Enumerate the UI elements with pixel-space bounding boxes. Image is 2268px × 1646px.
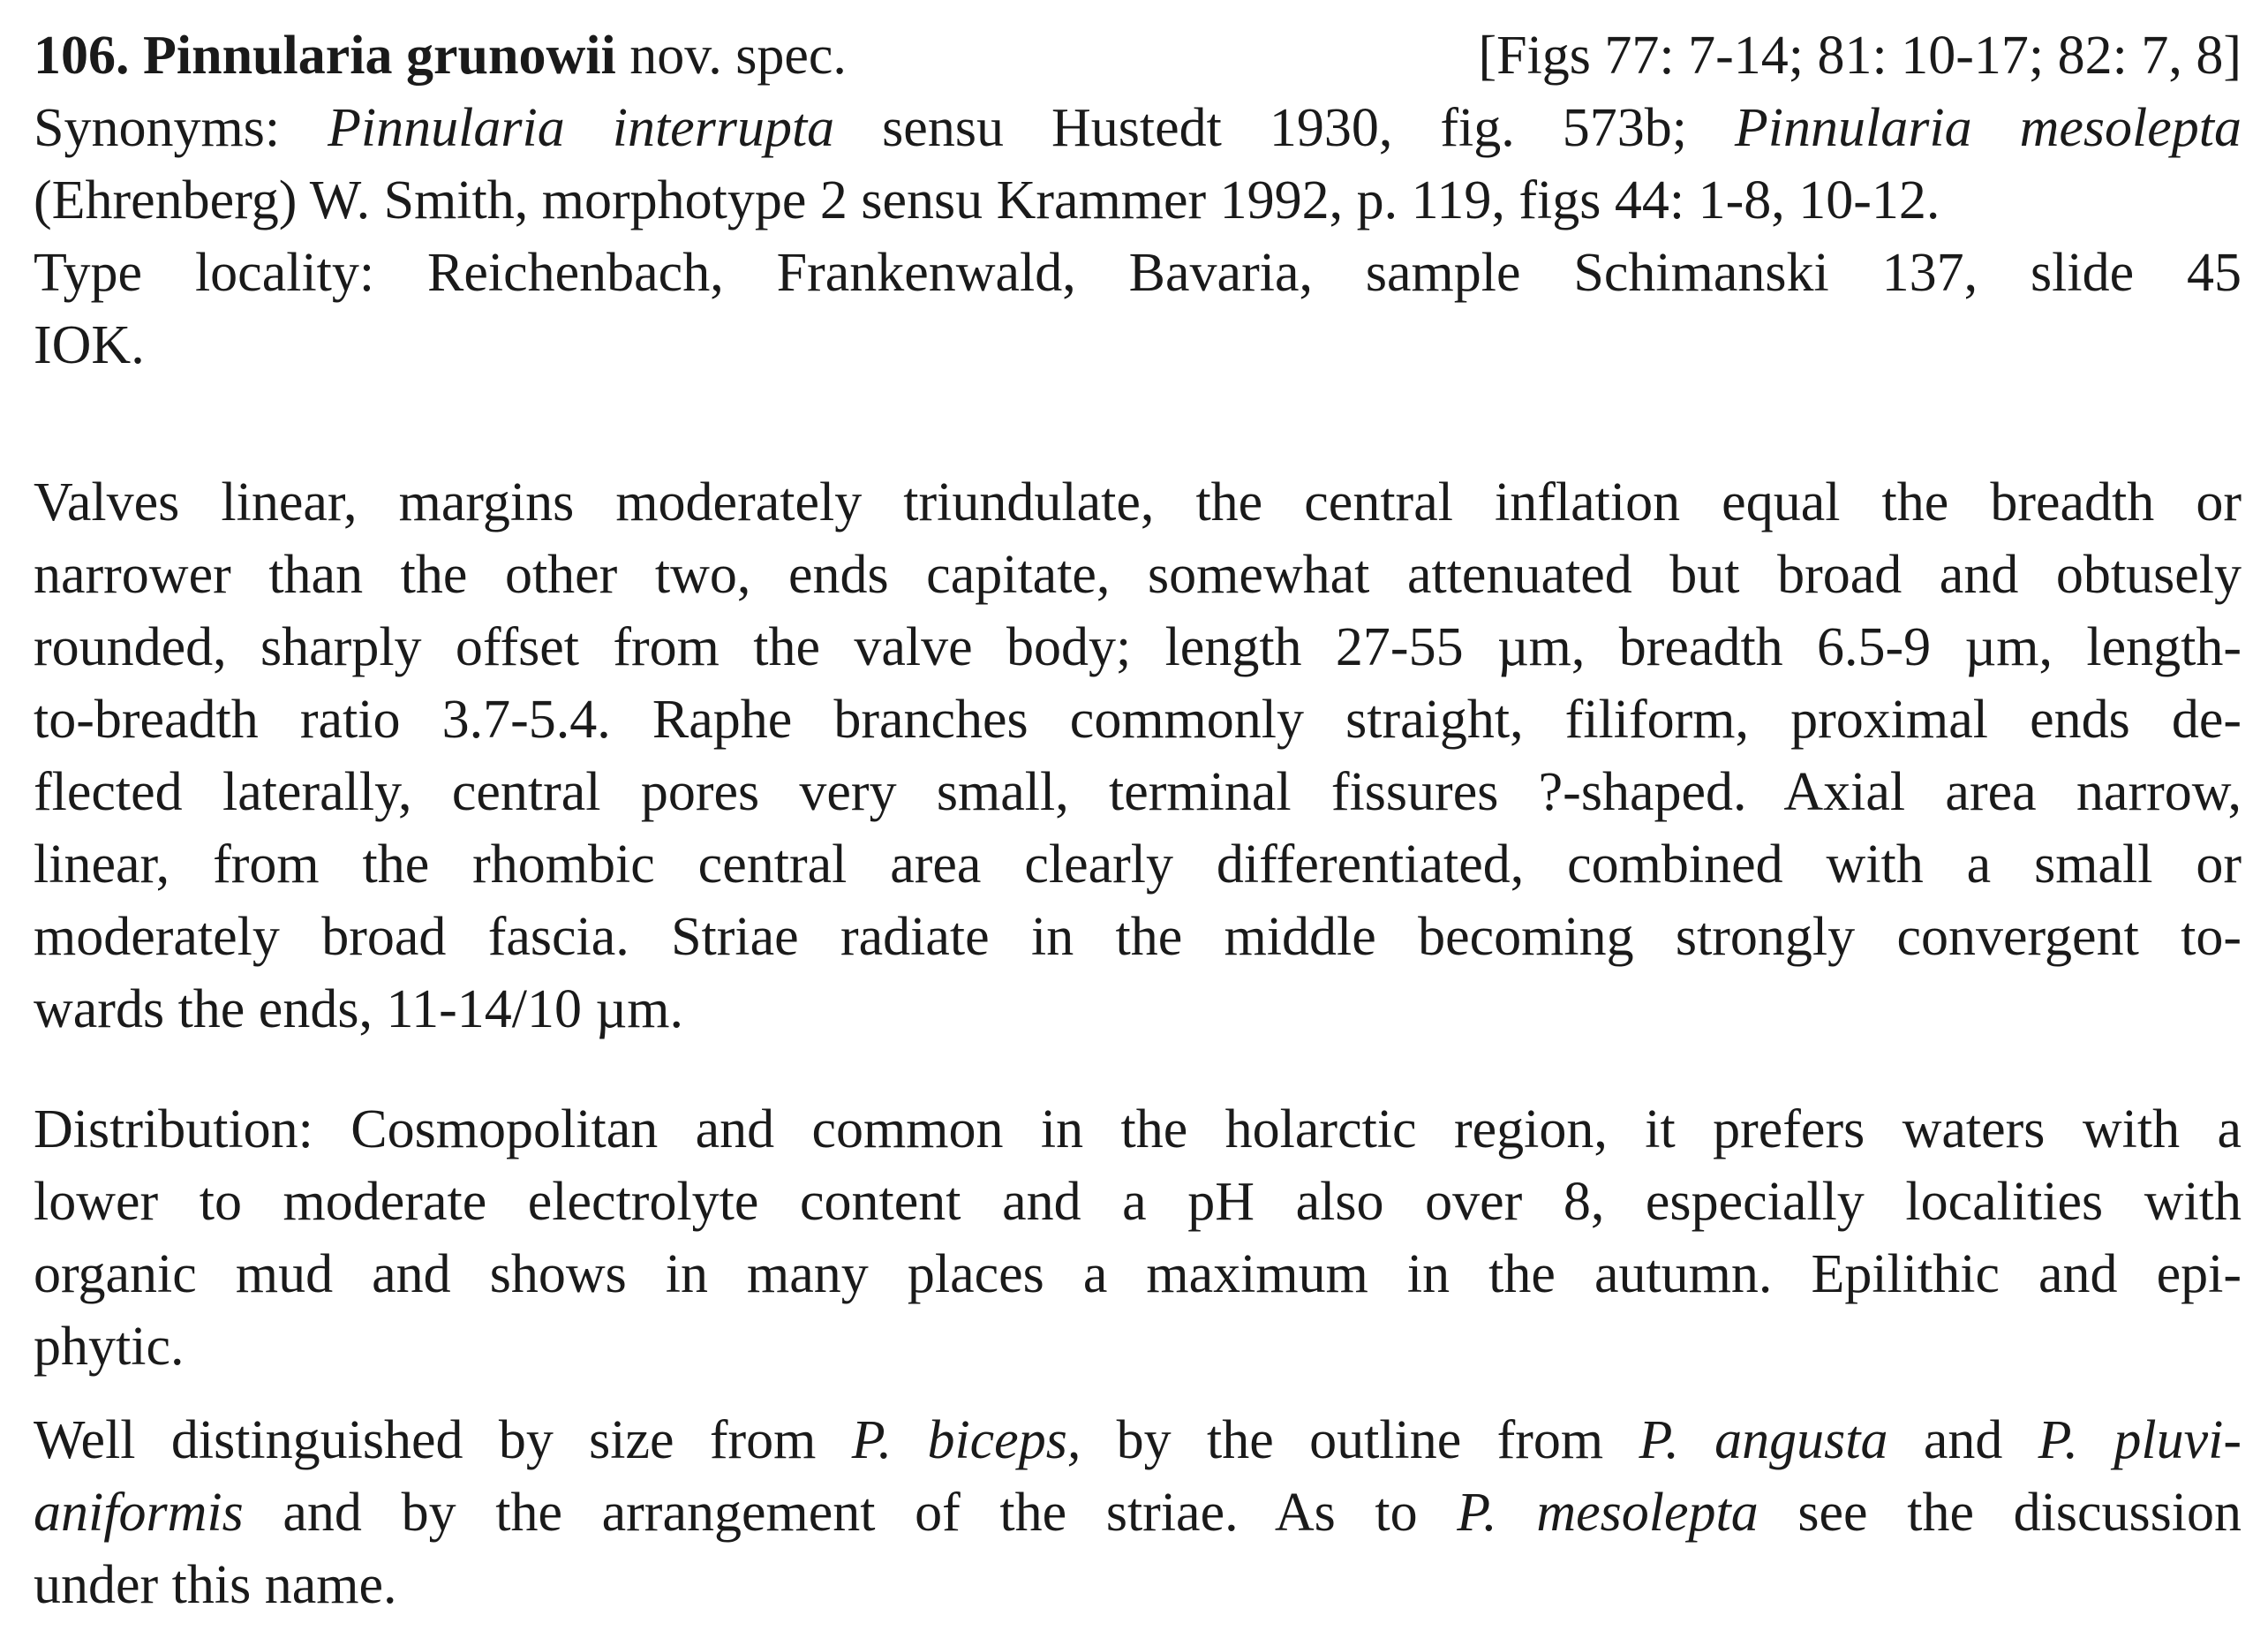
description-line: linear, from the rhombic central area clearly differentiated, combined with a small or [34, 834, 2242, 895]
type-locality-line-1: Type locality: Reichenbach, Frankenwald, Bavaria, sample Schimanski 137, slide 45 [34, 243, 2242, 303]
discussion-paragraph [34, 1404, 2242, 1621]
description-line: Valves linear, margins moderately triundulate, the central inflation equal the breadth or [34, 472, 2242, 532]
taxon-name: P. mesolepta [1457, 1483, 1759, 1543]
type-locality-line-2: IOK. [34, 315, 145, 375]
figure-reference: [Figs 77: 7-14; 81: 10-17; 82: 7, 8] [1478, 26, 2242, 86]
discussion-text: by the outline from [1081, 1410, 1639, 1470]
distribution-line: organic mud and shows in many places a maximum in the autumn. Epilithic and epi- [34, 1244, 2242, 1304]
species-title: 106. Pinnularia grunowii [34, 26, 616, 86]
synonym-text-1: sensu Hustedt 1930, fig. 573b; [834, 98, 1735, 158]
discussion-line-3: under this name. [34, 1555, 397, 1615]
description-line: rounded, sharply offset from the valve body; length 27-55 µm, breadth 6.5-9 µm, length- [34, 617, 2242, 677]
description-line: wards the ends, 11-14/10 µm. [34, 979, 683, 1039]
distribution-line: phytic. [34, 1317, 185, 1377]
taxon-name: P. biceps, [851, 1410, 1081, 1470]
synonyms-label: Synonyms: [34, 98, 328, 158]
distribution-line: Distribution: Cosmopolitan and common in the holarctic region, it prefers waters with a [34, 1099, 2242, 1159]
synonyms-line-2: (Ehrenberg) W. Smith, morphotype 2 sensu Krammer 1992, p. 119, figs 44: 1-8, 10-12. [34, 170, 1940, 230]
synonyms-line-1 [34, 92, 2242, 164]
discussion-text: see the discussion [1758, 1483, 2242, 1543]
distribution-line: lower to moderate electrolyte content and a pH also over 8, especially localities with [34, 1172, 2242, 1232]
description-line: narrower than the other two, ends capitate, somewhat attenuated but broad and obtusely [34, 545, 2242, 605]
taxon-name: aniformis [34, 1483, 244, 1543]
description-line: to-breadth ratio 3.7-5.4. Raphe branches commonly straight, filiform, proximal ends de- [34, 690, 2242, 750]
discussion-text: and [1887, 1410, 2038, 1470]
synonym-name-2: Pinnularia mesolepta [1734, 98, 2242, 158]
distribution-paragraph [34, 1093, 2242, 1383]
discussion-line-1 [34, 1404, 2242, 1476]
species-heading [34, 19, 2242, 92]
nov-spec-label: nov. spec. [615, 26, 847, 86]
description-line: flected laterally, central pores very small, terminal fissures ?-shaped. Axial area narrow, [34, 762, 2242, 822]
description-line: moderately broad fascia. Striae radiate in the middle becoming strongly convergent to- [34, 907, 2242, 967]
discussion-line-2 [34, 1476, 2242, 1549]
discussion-text: Well distinguished by size from [34, 1410, 852, 1470]
taxon-name: P. pluvi- [2038, 1410, 2242, 1470]
discussion-text: and by the arrangement of the striae. As to [243, 1483, 1458, 1543]
synonym-name-1: Pinnularia interrupta [328, 98, 835, 158]
species-entry-header [34, 19, 2242, 381]
description-paragraph [34, 466, 2242, 1046]
taxon-name: P. angusta [1639, 1410, 1888, 1470]
